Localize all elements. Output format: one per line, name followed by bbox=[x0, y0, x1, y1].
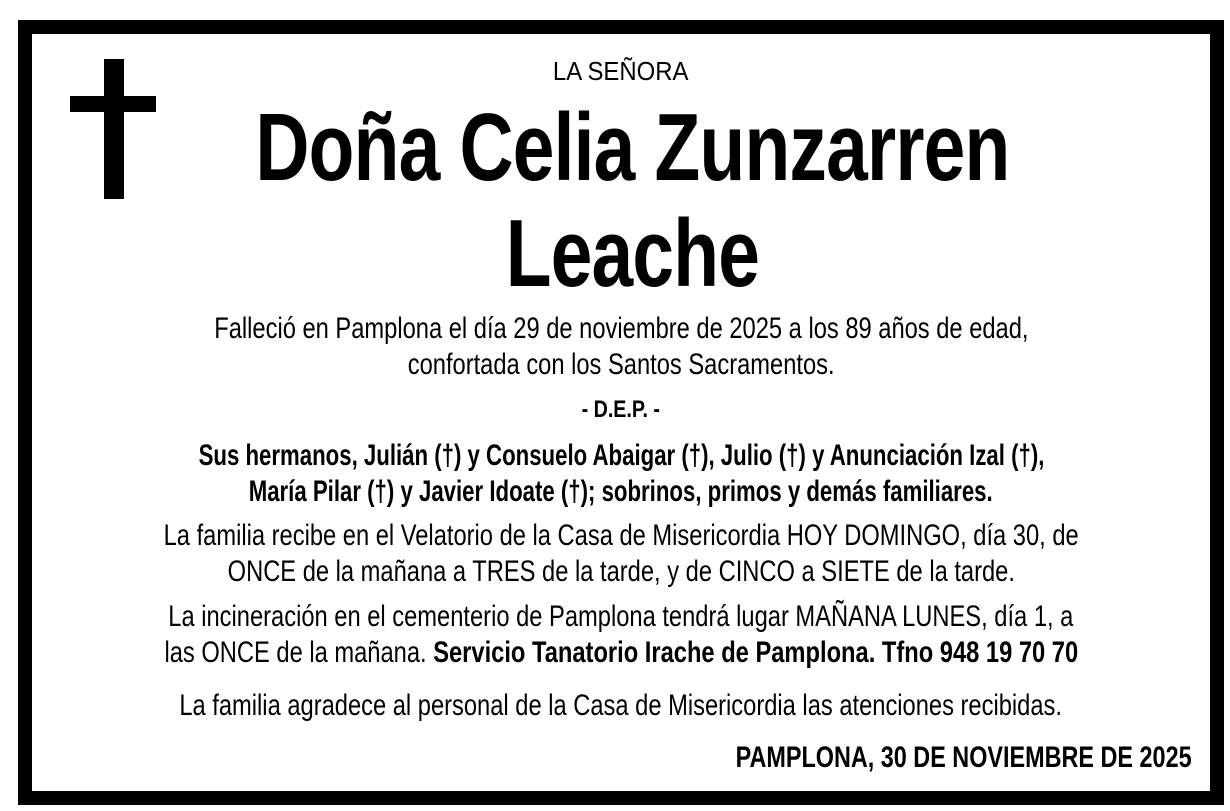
place-date-text: PAMPLONA, 30 DE NOVIEMBRE DE 2025 bbox=[736, 741, 1192, 774]
death-row-2 bbox=[32, 347, 1210, 383]
family-row-1 bbox=[32, 438, 1210, 474]
death-row-1 bbox=[32, 311, 1210, 347]
family-text-line2: María Pilar (†) y Javier Idoate (†); sobrinos, primos y demás familiares. bbox=[248, 475, 993, 508]
dep-text: - D.E.P. - bbox=[581, 396, 661, 423]
obituary-frame bbox=[18, 20, 1224, 805]
wake-text-line2: ONCE de la mañana a TRES de la tarde, y de CINCO a SIETE de la tarde. bbox=[227, 555, 1015, 588]
wake-text-line1: La familia recibe en el Velatorio de la Casa de Misericordia HOY DOMINGO, día 30, de bbox=[163, 519, 1079, 552]
name-row-2 bbox=[82, 200, 1182, 307]
cremation-time: las ONCE de la mañana. bbox=[164, 636, 427, 669]
name-row-1 bbox=[82, 94, 1182, 201]
family-text-line1: Sus hermanos, Julián (†) y Consuelo Abaigar (†), Julio (†) y Anunciación Izal (†), bbox=[198, 439, 1044, 472]
cremation-text-line2 bbox=[164, 635, 1078, 671]
title-prefix: LA SEÑORA bbox=[553, 56, 689, 86]
deceased-name-line1: Doña Celia Zunzarren bbox=[254, 94, 1010, 201]
thanks-text: La familia agradece al personal de la Casa de Misericordia las atenciones recibidas. bbox=[179, 689, 1063, 722]
cremation-row-2 bbox=[32, 635, 1210, 671]
death-text-line2: confortada con los Santos Sacramentos. bbox=[407, 348, 835, 381]
cremation-text-line1: La incineración en el cementerio de Pamplona tendrá lugar MAÑANA LUNES, día 1, a bbox=[168, 600, 1074, 633]
wake-row-1 bbox=[32, 518, 1210, 554]
place-date-row bbox=[32, 740, 1192, 776]
death-text-line1: Falleció en Pamplona el día 29 de noviembre de 2025 a los 89 años de edad, bbox=[213, 312, 1029, 345]
funeral-service-info: Servicio Tanatorio Irache de Pamplona. Tfno 948 19 70 70 bbox=[432, 636, 1078, 669]
wake-row-2 bbox=[32, 554, 1210, 590]
cremation-row-1 bbox=[32, 599, 1210, 635]
family-row-2 bbox=[32, 474, 1210, 510]
title-prefix-row bbox=[32, 56, 1210, 87]
dep-row bbox=[32, 396, 1210, 424]
thanks-row bbox=[32, 688, 1210, 724]
deceased-name-line2: Leache bbox=[505, 200, 759, 307]
